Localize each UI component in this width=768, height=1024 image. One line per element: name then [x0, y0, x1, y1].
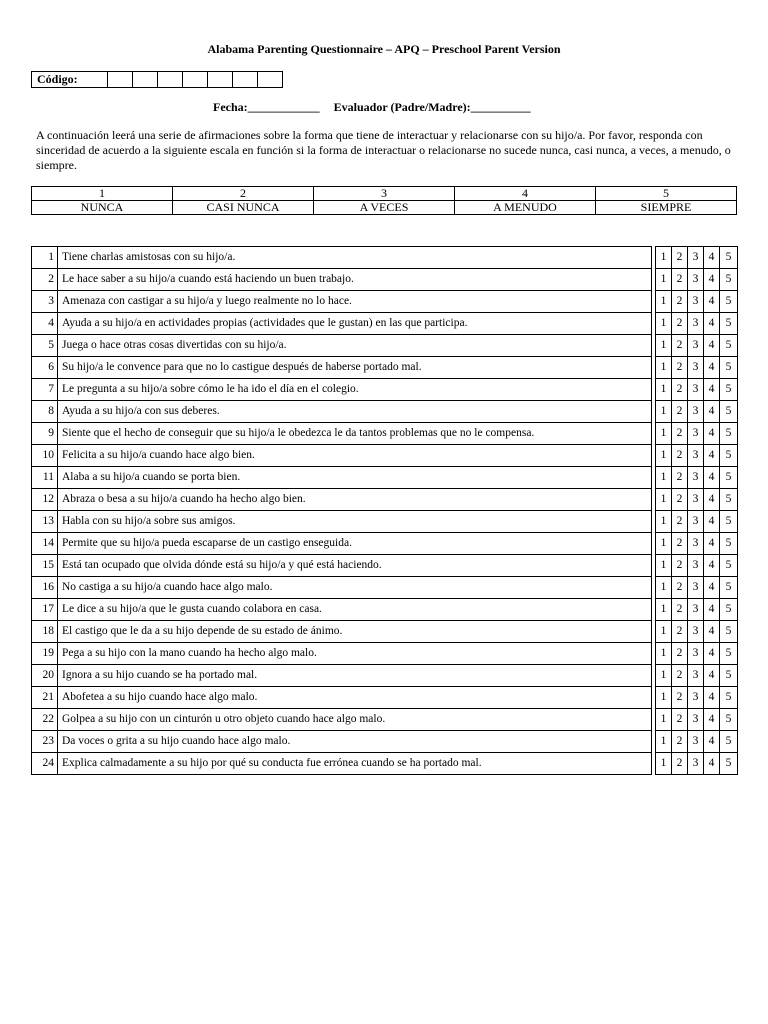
rating-option[interactable]: 5 [720, 357, 738, 379]
rating-option[interactable]: 1 [656, 269, 672, 291]
item-number: 19 [32, 643, 58, 665]
rating-option[interactable]: 2 [672, 621, 688, 643]
item-statement: Abraza o besa a su hijo/a cuando ha hecho algo bien. [58, 489, 652, 511]
rating-option[interactable]: 5 [720, 445, 738, 467]
table-row [32, 467, 738, 489]
rating-option[interactable]: 5 [720, 599, 738, 621]
rating-option[interactable]: 1 [656, 335, 672, 357]
item-number: 17 [32, 599, 58, 621]
rating-option[interactable]: 1 [656, 291, 672, 313]
item-number: 8 [32, 401, 58, 423]
scale-number: 5 [596, 187, 737, 201]
table-row [32, 511, 738, 533]
table-row [32, 379, 738, 401]
rating-option[interactable]: 3 [688, 269, 704, 291]
rating-option[interactable]: 3 [688, 423, 704, 445]
fecha-field[interactable]: Fecha:____________ [213, 100, 320, 114]
item-number: 16 [32, 577, 58, 599]
rating-option[interactable]: 3 [688, 511, 704, 533]
table-row [32, 313, 738, 335]
table-row [32, 621, 738, 643]
rating-option[interactable]: 1 [656, 687, 672, 709]
rating-option[interactable]: 4 [704, 643, 720, 665]
rating-option[interactable]: 2 [672, 401, 688, 423]
rating-option[interactable]: 1 [656, 313, 672, 335]
table-row [32, 445, 738, 467]
scale-number: 4 [455, 187, 596, 201]
rating-option[interactable]: 4 [704, 555, 720, 577]
item-statement: Le pregunta a su hijo/a sobre cómo le ha ido el día en el colegio. [58, 379, 652, 401]
rating-option[interactable]: 2 [672, 599, 688, 621]
rating-option[interactable]: 1 [656, 709, 672, 731]
table-row [32, 687, 738, 709]
table-row [32, 643, 738, 665]
item-number: 15 [32, 555, 58, 577]
rating-option[interactable]: 4 [704, 709, 720, 731]
table-row [32, 335, 738, 357]
rating-option[interactable]: 4 [704, 335, 720, 357]
table-row [32, 709, 738, 731]
rating-option[interactable]: 2 [672, 423, 688, 445]
rating-option[interactable]: 5 [720, 423, 738, 445]
rating-option[interactable]: 4 [704, 401, 720, 423]
table-row [32, 489, 738, 511]
rating-option[interactable]: 4 [704, 731, 720, 753]
rating-option[interactable]: 2 [672, 291, 688, 313]
item-number: 6 [32, 357, 58, 379]
rating-option[interactable]: 1 [656, 577, 672, 599]
rating-option[interactable]: 5 [720, 467, 738, 489]
item-number: 2 [32, 269, 58, 291]
rating-option[interactable]: 2 [672, 335, 688, 357]
rating-option[interactable]: 4 [704, 577, 720, 599]
rating-option[interactable]: 2 [672, 555, 688, 577]
rating-option[interactable]: 3 [688, 731, 704, 753]
table-row [32, 533, 738, 555]
rating-option[interactable]: 5 [720, 621, 738, 643]
codigo-box[interactable] [258, 72, 283, 88]
item-statement: Siente que el hecho de conseguir que su hijo/a le obedezca le da tantos problemas que no le compensa. [58, 423, 652, 445]
rating-option[interactable]: 5 [720, 489, 738, 511]
rating-option[interactable]: 4 [704, 269, 720, 291]
rating-option[interactable]: 4 [704, 445, 720, 467]
rating-option[interactable]: 5 [720, 731, 738, 753]
rating-option[interactable]: 3 [688, 401, 704, 423]
rating-option[interactable]: 3 [688, 313, 704, 335]
item-statement: Tiene charlas amistosas con su hijo/a. [58, 247, 652, 269]
rating-option[interactable]: 5 [720, 709, 738, 731]
evaluador-field[interactable]: Evaluador (Padre/Madre):__________ [333, 100, 531, 114]
rating-option[interactable]: 1 [656, 731, 672, 753]
table-row [32, 269, 738, 291]
scale-number: 3 [314, 187, 455, 201]
item-statement: El castigo que le da a su hijo depende de su estado de ánimo. [58, 621, 652, 643]
rating-option[interactable]: 3 [688, 533, 704, 555]
table-row [32, 731, 738, 753]
rating-option[interactable]: 3 [688, 489, 704, 511]
rating-option[interactable]: 5 [720, 247, 738, 269]
item-statement: Amenaza con castigar a su hijo/a y luego realmente no lo hace. [58, 291, 652, 313]
table-row [32, 577, 738, 599]
rating-option[interactable]: 3 [688, 753, 704, 775]
scale-label: A VECES [314, 201, 455, 215]
rating-option[interactable]: 3 [688, 335, 704, 357]
rating-option[interactable]: 5 [720, 687, 738, 709]
rating-option[interactable]: 4 [704, 247, 720, 269]
rating-option[interactable]: 4 [704, 687, 720, 709]
rating-option[interactable]: 1 [656, 643, 672, 665]
codigo-box[interactable] [133, 72, 158, 88]
rating-option[interactable]: 4 [704, 665, 720, 687]
rating-option[interactable]: 4 [704, 489, 720, 511]
table-row [32, 599, 738, 621]
rating-option[interactable]: 4 [704, 621, 720, 643]
rating-option[interactable]: 3 [688, 445, 704, 467]
rating-option[interactable]: 1 [656, 445, 672, 467]
rating-option[interactable]: 1 [656, 533, 672, 555]
rating-option[interactable]: 1 [656, 753, 672, 775]
item-statement: Ayuda a su hijo/a en actividades propias (actividades que le gustan) en las que participa. [58, 313, 652, 335]
table-row [32, 247, 738, 269]
item-statement: Felicita a su hijo/a cuando hace algo bien. [58, 445, 652, 467]
rating-option[interactable]: 2 [672, 247, 688, 269]
item-number: 18 [32, 621, 58, 643]
item-statement: Juega o hace otras cosas divertidas con su hijo/a. [58, 335, 652, 357]
item-number: 20 [32, 665, 58, 687]
rating-option[interactable]: 5 [720, 753, 738, 775]
rating-option[interactable]: 1 [656, 357, 672, 379]
rating-option[interactable]: 2 [672, 665, 688, 687]
rating-option[interactable]: 2 [672, 511, 688, 533]
rating-option[interactable]: 4 [704, 753, 720, 775]
rating-option[interactable]: 5 [720, 555, 738, 577]
scale-label: SIEMPRE [596, 201, 737, 215]
item-number: 14 [32, 533, 58, 555]
item-number: 7 [32, 379, 58, 401]
item-number: 21 [32, 687, 58, 709]
rating-option[interactable]: 1 [656, 247, 672, 269]
rating-option[interactable]: 4 [704, 533, 720, 555]
table-row [32, 555, 738, 577]
item-statement: Pega a su hijo con la mano cuando ha hecho algo malo. [58, 643, 652, 665]
rating-option[interactable]: 4 [704, 357, 720, 379]
rating-option[interactable]: 3 [688, 643, 704, 665]
item-statement: No castiga a su hijo/a cuando hace algo malo. [58, 577, 652, 599]
rating-option[interactable]: 3 [688, 621, 704, 643]
item-number: 24 [32, 753, 58, 775]
rating-option[interactable]: 3 [688, 291, 704, 313]
item-number: 22 [32, 709, 58, 731]
rating-option[interactable]: 5 [720, 643, 738, 665]
item-statement: Abofetea a su hijo cuando hace algo malo. [58, 687, 652, 709]
codigo-box[interactable] [158, 72, 183, 88]
item-statement: Golpea a su hijo con un cinturón u otro objeto cuando hace algo malo. [58, 709, 652, 731]
rating-option[interactable]: 2 [672, 379, 688, 401]
codigo-label: Código: [32, 72, 108, 88]
codigo-box[interactable] [183, 72, 208, 88]
date-evaluator-line [213, 100, 531, 115]
rating-option[interactable]: 3 [688, 577, 704, 599]
item-number: 12 [32, 489, 58, 511]
rating-option[interactable]: 4 [704, 423, 720, 445]
item-statement: Ignora a su hijo cuando se ha portado mal. [58, 665, 652, 687]
item-statement: Habla con su hijo/a sobre sus amigos. [58, 511, 652, 533]
rating-option[interactable]: 3 [688, 379, 704, 401]
table-row [32, 291, 738, 313]
table-row [32, 401, 738, 423]
rating-option[interactable]: 2 [672, 467, 688, 489]
item-number: 23 [32, 731, 58, 753]
rating-option[interactable]: 3 [688, 357, 704, 379]
rating-option[interactable]: 3 [688, 709, 704, 731]
rating-option[interactable]: 2 [672, 753, 688, 775]
item-statement: Explica calmadamente a su hijo por qué su conducta fue errónea cuando se ha portado mal. [58, 753, 652, 775]
item-statement: Permite que su hijo/a pueda escaparse de un castigo enseguida. [58, 533, 652, 555]
rating-option[interactable]: 4 [704, 467, 720, 489]
rating-option[interactable]: 3 [688, 599, 704, 621]
rating-option[interactable]: 4 [704, 511, 720, 533]
item-number: 13 [32, 511, 58, 533]
item-number: 4 [32, 313, 58, 335]
item-number: 3 [32, 291, 58, 313]
item-statement: Su hijo/a le convence para que no lo castigue después de haberse portado mal. [58, 357, 652, 379]
item-statement: Alaba a su hijo/a cuando se porta bien. [58, 467, 652, 489]
scale-label: NUNCA [32, 201, 173, 215]
rating-option[interactable]: 2 [672, 577, 688, 599]
rating-option[interactable]: 5 [720, 401, 738, 423]
rating-option[interactable]: 5 [720, 665, 738, 687]
rating-option[interactable]: 5 [720, 269, 738, 291]
rating-option[interactable]: 2 [672, 357, 688, 379]
item-statement: Ayuda a su hijo/a con sus deberes. [58, 401, 652, 423]
rating-option[interactable]: 2 [672, 687, 688, 709]
rating-option[interactable]: 2 [672, 643, 688, 665]
item-statement: Da voces o grita a su hijo cuando hace algo malo. [58, 731, 652, 753]
rating-option[interactable]: 4 [704, 313, 720, 335]
table-row [32, 357, 738, 379]
table-row [32, 665, 738, 687]
questionnaire-table [31, 246, 738, 775]
codigo-box[interactable] [108, 72, 133, 88]
response-scale [31, 186, 737, 215]
rating-option[interactable]: 5 [720, 335, 738, 357]
codigo-boxes [31, 71, 283, 88]
item-statement: Le dice a su hijo/a que le gusta cuando colabora en casa. [58, 599, 652, 621]
rating-option[interactable]: 3 [688, 467, 704, 489]
scale-number: 2 [173, 187, 314, 201]
rating-option[interactable]: 3 [688, 665, 704, 687]
item-statement: Le hace saber a su hijo/a cuando está haciendo un buen trabajo. [58, 269, 652, 291]
rating-option[interactable]: 5 [720, 511, 738, 533]
table-row [32, 753, 738, 775]
item-number: 11 [32, 467, 58, 489]
scale-label: A MENUDO [455, 201, 596, 215]
table-row [32, 423, 738, 445]
instructions: A continuación leerá una serie de afirmaciones sobre la forma que tiene de interactuar y relacionarse con su hijo/a. Por favor, responda con sinceridad de acuerdo a la siguiente escala en función si la forma de interactuar o relacionarse no sucede nunca, casi nunca, a veces, a menudo, o siempre. [36, 128, 731, 172]
rating-option[interactable]: 1 [656, 599, 672, 621]
rating-option[interactable]: 1 [656, 379, 672, 401]
document-title: Alabama Parenting Questionnaire – APQ – Preschool Parent Version [207, 42, 561, 56]
rating-option[interactable]: 1 [656, 555, 672, 577]
rating-option[interactable]: 3 [688, 687, 704, 709]
codigo-box[interactable] [233, 72, 258, 88]
item-number: 10 [32, 445, 58, 467]
rating-option[interactable]: 2 [672, 489, 688, 511]
rating-option[interactable]: 2 [672, 313, 688, 335]
codigo-box[interactable] [208, 72, 233, 88]
rating-option[interactable]: 2 [672, 269, 688, 291]
rating-option[interactable]: 4 [704, 379, 720, 401]
rating-option[interactable]: 3 [688, 247, 704, 269]
rating-option[interactable]: 5 [720, 577, 738, 599]
rating-option[interactable]: 4 [704, 599, 720, 621]
item-number: 9 [32, 423, 58, 445]
rating-option[interactable]: 1 [656, 467, 672, 489]
rating-option[interactable]: 2 [672, 445, 688, 467]
item-statement: Está tan ocupado que olvida dónde está su hijo/a y qué está haciendo. [58, 555, 652, 577]
item-number: 1 [32, 247, 58, 269]
rating-option[interactable]: 1 [656, 511, 672, 533]
rating-option[interactable]: 1 [656, 665, 672, 687]
scale-number: 1 [32, 187, 173, 201]
rating-option[interactable]: 2 [672, 709, 688, 731]
rating-option[interactable]: 2 [672, 731, 688, 753]
rating-option[interactable]: 5 [720, 313, 738, 335]
rating-option[interactable]: 1 [656, 621, 672, 643]
rating-option[interactable]: 1 [656, 401, 672, 423]
scale-label: CASI NUNCA [173, 201, 314, 215]
rating-option[interactable]: 5 [720, 291, 738, 313]
rating-option[interactable]: 2 [672, 533, 688, 555]
rating-option[interactable]: 1 [656, 423, 672, 445]
item-number: 5 [32, 335, 58, 357]
rating-option[interactable]: 5 [720, 533, 738, 555]
rating-option[interactable]: 4 [704, 291, 720, 313]
rating-option[interactable]: 5 [720, 379, 738, 401]
rating-option[interactable]: 1 [656, 489, 672, 511]
rating-option[interactable]: 3 [688, 555, 704, 577]
